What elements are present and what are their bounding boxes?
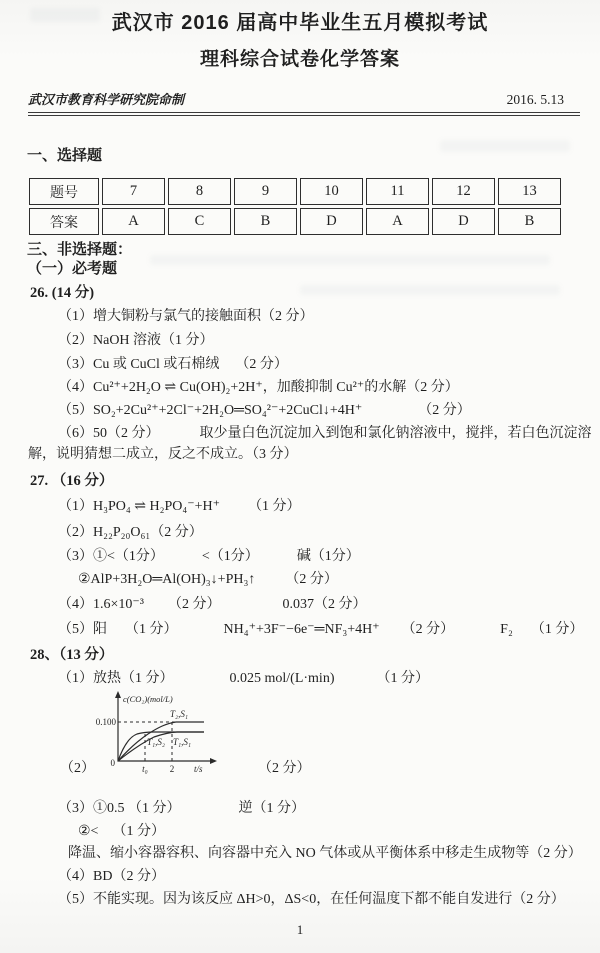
table-cell: 题号 [29, 178, 99, 205]
exam-title: 武汉市 2016 届高中毕业生五月模拟考试 [111, 12, 489, 34]
table-cell: 11 [366, 178, 429, 205]
section-heading-choice: 一、选择题 [27, 147, 103, 164]
answer-text: （4）1.6×10⁻³ [58, 597, 144, 612]
table-cell: 10 [300, 178, 363, 205]
answer-line [58, 499, 600, 515]
equation-text: （5）SO₂+2Cu²⁺+2Cl⁻+2H₂O═SO₄²⁻+2CuCl↓+4H⁺ [58, 403, 363, 418]
answer-line: （2）NaOH 溶液（1 分） [58, 333, 214, 348]
x-tick-2: 2 [169, 764, 175, 774]
concentration-time-graph [84, 687, 244, 787]
score-text: （1 分） [376, 671, 429, 686]
x-axis-label: t/s [194, 764, 203, 774]
answer-line [58, 549, 600, 565]
score-text: （2 分） [401, 622, 455, 637]
answer-line [58, 403, 600, 419]
scan-bleed-artifact [440, 140, 570, 152]
answer-table [26, 175, 564, 238]
equation-text: （1）H₃PO₄ ⇌ H₂PO₄⁻+H⁺ [58, 499, 221, 514]
table-cell: D [432, 208, 495, 235]
answer-text: 逆（1 分） [238, 801, 305, 816]
table-row [29, 178, 561, 205]
equation-text: NH₄⁺+3F⁻−6e⁻═NF₃+4H⁺ [223, 622, 380, 637]
answer-text: 0.037（2 分） [282, 597, 367, 612]
header-divider [28, 112, 580, 116]
score-text: （1 分） [112, 824, 165, 839]
scan-bleed-artifact [150, 255, 550, 265]
page-number: 1 [296, 922, 304, 937]
score-text: （1 分） [530, 622, 584, 637]
answer-line: 降温、缩小容器容积、向容器中充入 NO 气体或从平衡体系中移走生成物等（2 分） [68, 846, 582, 861]
table-cell: 7 [102, 178, 165, 205]
table-cell: B [498, 208, 561, 235]
curve-label-t2s1: T₂,S₁ [170, 709, 189, 719]
answer-line [58, 426, 600, 442]
answer-line: 解，说明猜想二成立，反之不成立。（3 分） [28, 447, 298, 462]
figure-block [0, 687, 600, 787]
answer-line [78, 824, 600, 840]
answer-line [58, 801, 600, 817]
answer-text: （5）阳 [58, 622, 107, 637]
answer-text: F₂ [500, 622, 513, 637]
table-cell: 13 [498, 178, 561, 205]
section-heading-nonchoice: 三、非选择题： [27, 241, 133, 258]
table-cell: A [366, 208, 429, 235]
paper-title: 理科综合试卷化学答案 [199, 49, 400, 70]
answer-line: （1）增大铜粉与氯气的接触面积（2 分） [58, 309, 314, 324]
score-text: （2 分） [167, 597, 221, 612]
table-cell: 8 [168, 178, 231, 205]
scan-bleed-artifact [300, 285, 560, 295]
table-cell: D [300, 208, 363, 235]
score-text: （1 分） [248, 499, 301, 514]
answer-line: （4）Cu²⁺+2H₂O ⇌ Cu(OH)₂+2H⁺，加酸抑制 Cu²⁺的水解（2 分） [58, 380, 459, 395]
table-cell: 12 [432, 178, 495, 205]
answer-text: <（1分） [201, 549, 259, 564]
question-26-heading: 26. (14 分) [30, 285, 95, 301]
curve-label-t1s2: T₁,S₂ [147, 737, 166, 747]
score-text: （2 分） [235, 357, 288, 372]
table-cell: B [234, 208, 297, 235]
figure-item-label: （2） [60, 761, 95, 776]
y-tick-label: 0.100 [95, 717, 116, 727]
score-text: （2 分） [418, 403, 471, 418]
origin-label: 0 [110, 758, 115, 768]
answer-text: ②< [78, 824, 99, 839]
exam-date: 2016. 5.13 [506, 92, 564, 107]
answer-line: （2）H₂₂P₂₀O₆₁（2 分） [58, 525, 203, 540]
table-cell: 答案 [29, 208, 99, 235]
question-27-heading: 27. （16 分） [30, 473, 114, 489]
score-text: （2 分） [285, 572, 338, 587]
answer-text: （3）Cu 或 CuCl 或石棉绒 [58, 357, 220, 372]
answer-line [58, 622, 600, 638]
score-text: （1 分） [125, 622, 178, 637]
x-tick-t0: t₀ [142, 764, 148, 774]
score-text: （2 分） [258, 761, 311, 776]
answer-text: （3）①0.5 （1 分） [58, 801, 181, 816]
answer-text: 碱（1分） [296, 549, 360, 564]
answer-line [78, 572, 600, 588]
answer-line [58, 357, 600, 373]
answer-text: 取少量白色沉淀加入到饱和氯化钠溶液中，搅拌，若白色沉淀溶 [199, 426, 592, 441]
answer-text: （3）①<（1分） [58, 549, 164, 564]
section-heading-required: （一）必考题 [27, 260, 118, 277]
answer-text: （6）50（2 分） [58, 426, 160, 441]
answer-line: （4）BD（2 分） [58, 869, 165, 884]
y-axis-label: c(CO₂)(mol/L) [123, 694, 173, 704]
publisher-name: 武汉市教育科学研究院命制 [28, 92, 185, 107]
publisher-row [28, 89, 564, 108]
answer-line [58, 671, 600, 687]
question-28-heading: 28、（13 分） [30, 647, 114, 663]
table-cell: A [102, 208, 165, 235]
table-row [29, 208, 561, 235]
scan-bleed-artifact [30, 8, 100, 22]
answer-line: （5）不能实现。因为该反应 ΔH>0，ΔS<0，在任何温度下都不能自发进行（2 分） [58, 892, 565, 907]
answer-text: （1）放热（1 分） [58, 671, 174, 686]
curve-label-t1s1: T₁,S₁ [173, 737, 192, 747]
table-cell: 9 [234, 178, 297, 205]
table-cell: C [168, 208, 231, 235]
answer-text: 0.025 mol/(L·min) [229, 671, 335, 686]
answer-line [58, 597, 600, 613]
equation-text: ②AlP+3H₂O═Al(OH)₃↓+PH₃↑ [78, 572, 256, 587]
